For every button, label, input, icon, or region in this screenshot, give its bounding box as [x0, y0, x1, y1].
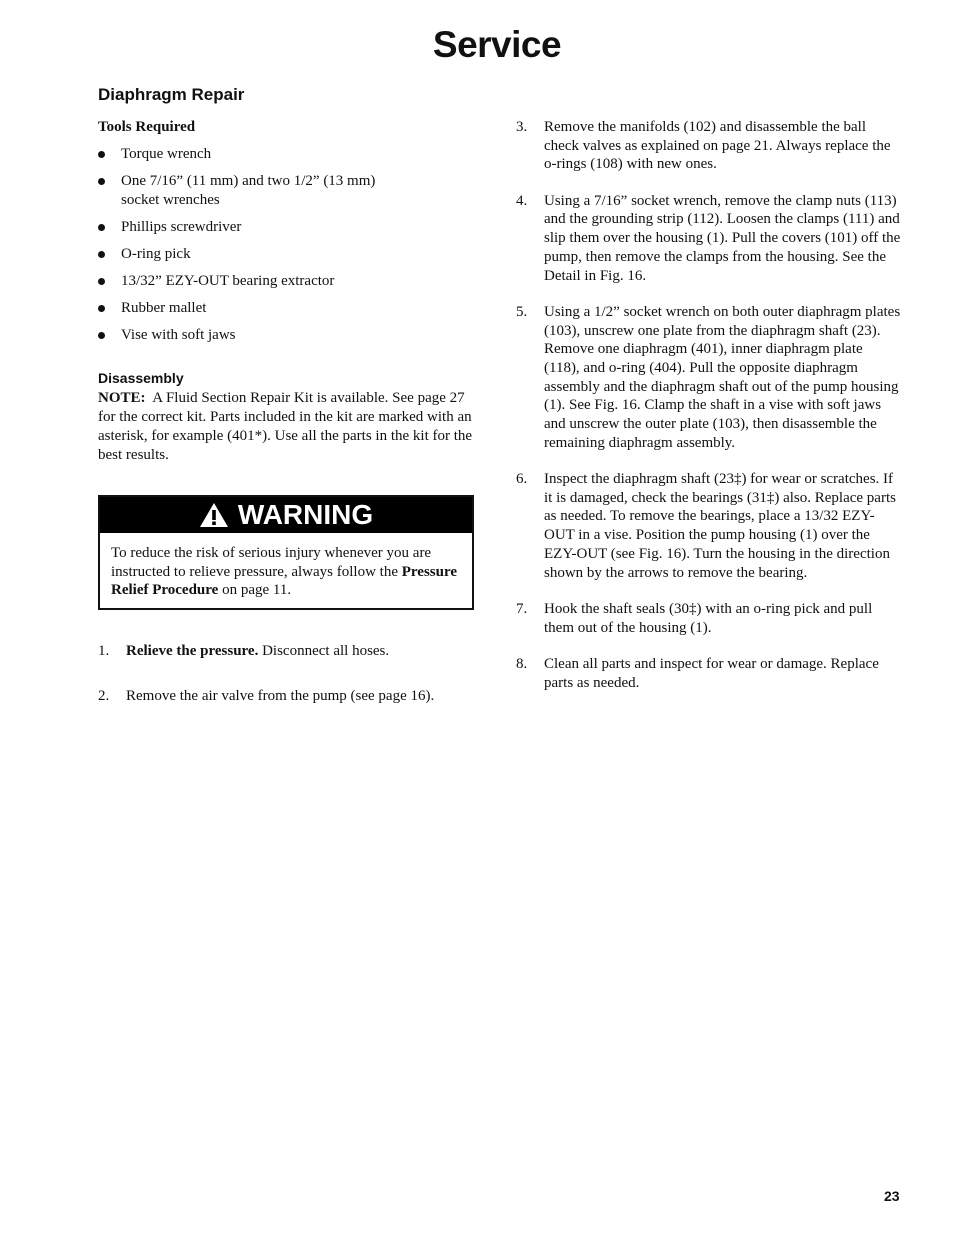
page-title: Service	[432, 24, 562, 65]
tool-item: Vise with soft jaws	[98, 326, 478, 345]
section-heading: Diaphragm Repair	[98, 85, 245, 104]
step-8	[516, 655, 902, 692]
warning-triangle-icon	[199, 502, 229, 528]
right-column	[516, 118, 902, 710]
note-text: A Fluid Section Repair Kit is available. See page 27 for the correct kit. Parts included in the kit are marked with an asterisk, for example (401*). Use all the parts in the kit for the best results.	[98, 390, 473, 463]
step-text: Hook the shaft seals (30‡) with an o-ring pick and pull them out of the housing (1).	[544, 600, 873, 636]
warning-text: To reduce the risk of serious injury whenever you are instructed to relieve pressure, always follow the Pressure Relief Procedure on page 11.	[111, 545, 458, 599]
tools-list	[98, 145, 478, 344]
warning-box	[98, 495, 474, 610]
bullet-icon	[98, 332, 105, 339]
bullet-icon	[98, 251, 105, 258]
warning-procedure-name: Pressure Relief Procedure	[111, 563, 458, 599]
tool-item: Phillips screwdriver	[98, 218, 478, 237]
tool-item: Torque wrench	[98, 145, 478, 164]
step-1	[98, 642, 478, 661]
step-number: 2.	[98, 688, 110, 704]
bullet-icon	[98, 224, 105, 231]
step-number: 5.	[516, 303, 528, 320]
step-text: Clean all parts and inspect for wear or damage. Replace parts as needed.	[544, 655, 879, 691]
step-text: Disconnect all hoses.	[262, 643, 390, 659]
bullet-icon	[98, 151, 105, 158]
step-2	[98, 687, 478, 706]
disassembly-heading: Disassembly	[98, 370, 184, 387]
step-6	[516, 470, 902, 582]
warning-header	[100, 497, 472, 533]
step-text: Remove the air valve from the pump (see page 16).	[126, 688, 435, 704]
step-text: Remove the manifolds (102) and disassemble the ball check valves as explained on page 21. Always replace the o-rings (108) with new ones.	[544, 119, 891, 173]
note-label: NOTE:	[98, 390, 146, 407]
step-5	[516, 303, 902, 453]
step-number: 8.	[516, 655, 528, 672]
step-number: 1.	[98, 643, 110, 659]
warning-label: WARNING	[237, 499, 374, 530]
note-paragraph	[98, 389, 478, 464]
step-bold-text: Relieve the pressure.	[126, 643, 259, 659]
tool-item: O-ring pick	[98, 245, 478, 264]
step-3	[516, 118, 902, 174]
bullet-icon	[98, 305, 105, 312]
step-number: 6.	[516, 471, 528, 488]
step-text: Using a 1/2” socket wrench on both outer diaphragm plates (103), unscrew one plate from the diaphragm shaft (23). Remove one diaphragm (401), inner diaphragm plate (118), and o-ring (404). Pull the opposite diaphragm assembly and the diaphragm shaft out of the pump housing (1). See Fig. 16. Clamp the shaft in a vise with soft jaws and unscrew the outer plate (103), then disassemble the remaining diaphragm assembly.	[544, 303, 901, 451]
step-text: Inspect the diaphragm shaft (23‡) for wear or scratches. If it is damaged, check the bearings (31‡) also. Replace parts as needed. To remove the bearings, place a 13/32 EZY-OUT in a vise. Position the pump housing (1) over the EZY-OUT (see Fig. 16). Turn the housing in the direction shown by the arrows to remove the bearing.	[544, 471, 896, 581]
step-number: 4.	[516, 192, 528, 209]
tool-item: 13/32” EZY-OUT bearing extractor	[98, 272, 478, 291]
step-text: Using a 7/16” socket wrench, remove the clamp nuts (113) and the grounding strip (112). Loosen the clamps (111) and slip them over the housing (1). Pull the covers (101) off the pump, then remove the clamps from the housing. See the Detail in Fig. 16.	[544, 192, 901, 284]
bullet-icon	[98, 178, 105, 185]
page-number: 23	[884, 1188, 900, 1204]
step-number: 3.	[516, 119, 528, 135]
tools-heading: Tools Required	[98, 119, 196, 135]
bullet-icon	[98, 278, 105, 285]
tool-item: Rubber mallet	[98, 299, 478, 318]
left-column	[98, 118, 478, 464]
step-number: 7.	[516, 600, 528, 617]
step-7	[516, 600, 902, 637]
tool-item: One 7/16” (11 mm) and two 1/2” (13 mm) socket wrenches	[98, 172, 401, 209]
step-4	[516, 192, 902, 286]
